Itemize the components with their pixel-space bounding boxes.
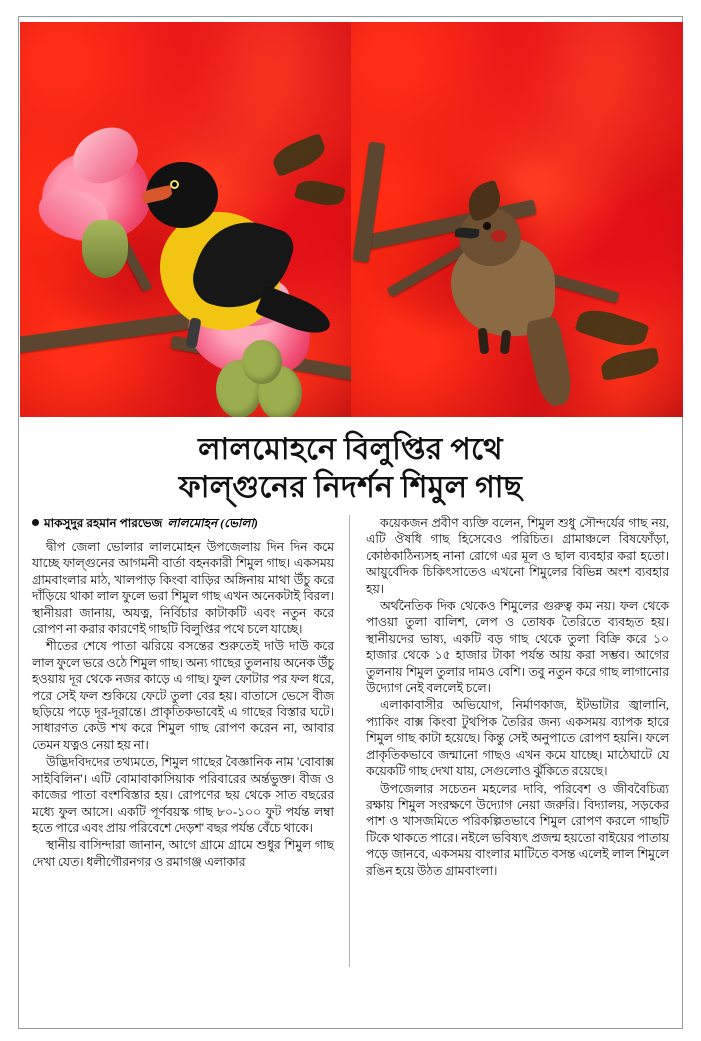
- article-column-right: [366, 515, 669, 967]
- paragraph: উপজেলার সচেতন মহলের দাবি, পরিবেশ ও জীববৈচিত্র্য রক্ষায় শিমুল সংরক্ষণে উদ্যোগ নেয়া জরুরি। বিদ্যালয়, সড়কের পাশ ও খাসজমিতে পরিকল্পিতভাবে শিমুল রোপণ করলে গাছটি টিকে থাকতে পারে। নইলে ভবিষ্যৎ প্রজন্ম হয়তো বাইয়ের পাতায় পড়ে জানবে, একসময় বাংলার মাটিতে বসন্ত এলেই লাল শিমুলে রঙিন হয়ে উঠত গ্রামবাংলা।: [366, 781, 669, 878]
- photo-block: [20, 22, 683, 417]
- paragraph: স্থানীয় বাসিন্দারা জানান, আগে গ্রামে গ্রামে শুধুর শিমুল গাছ দেখা যেত। ধলীগৌরনগর ও রমাগঞ্জ এলাকার: [32, 838, 335, 869]
- paragraph: দ্বীপ জেলা ভোলার লালমোহন উপজেলায় দিন দিন কমে যাচ্ছে ফাল্গুনের আগমনী বার্তা বহনকারী শিমুল গাছ। একসময় গ্রামবাংলার মাঠ, খালপাড় কিংবা বাড়ির অঙ্গিনায় মাথা উঁচু করে দাঁড়িয়ে থাকা লাল ফুলে ভরা শিমুল গাছ এখন অনেকটাই বিরল। স্থানীয়রা জানায়, অযত্ন, নির্বিচার কাটাকটি এবং নতুন করে রোপণ না করার কারণেই গাছটি বিলুপ্তির পথে চলে যাচ্ছে।: [32, 540, 335, 637]
- bulbul-red-whisker-icon: [491, 230, 507, 242]
- article-columns: [32, 515, 669, 967]
- headline-line-2: ফাল্গুনের নিদর্শন শিমুল গাছ: [178, 471, 523, 504]
- article-column-left: [32, 515, 350, 967]
- photo-right-bulbul: [351, 22, 683, 417]
- byline: [32, 515, 334, 535]
- byline-bullet-icon: [32, 519, 39, 526]
- paragraph: এলাকাবাসীর অভিযোগ, নির্মাণকাজ, ইটভাটার জ্বালানি, প্যাকিং বাক্স কিংবা টুথপিক তৈরির জন্য একসময় ব্যাপক হারে শিমুল গাছ কাটা হয়েছে। কিন্তু সেই অনুপাতে রোপণ হয়নি। ফলে প্রাকৃতিকভাবে জন্মানো গাছও এখন কমে যাচ্ছে। মাঠেঘাটে যে কয়েকটি গাছ দেখা যায়, সেগুলোও ঝুঁকিতে রয়েছে।: [366, 698, 669, 779]
- oriole-pupil-icon: [172, 182, 177, 187]
- byline-author: মাকসুদুর রহমান পারভেজ: [44, 516, 163, 530]
- photo-left-oriole: [20, 22, 351, 417]
- paragraph: কয়েকজন প্রবীণ ব্যক্তি বলেন, শিমুল শুধু সৌন্দর্যের গাছ নয়, এটি ঔষধি গাছ হিসেবেও পরিচিত। গ্রামাঞ্চলে বিষফোঁড়া, কোষ্ঠকাঠিন্যসহ নানা রোগে এর মূল ও ছাল ব্যবহার করা হতো। আয়ুর্বেদিক চিকিৎসাতেও এখনো শিমুলের বিভিন্ন অংশ ব্যবহার হয়।: [366, 516, 669, 596]
- paragraph: অর্থনৈতিক দিক থেকেও শিমুলের গুরুত্ব কম নয়। ফল থেকে পাওয়া তুলা বালিশ, লেপ ও তোষক তৈরিতে ব্যবহৃত হয়। স্থানীয়দের ভাষ্য, একটি বড় গাছ থেকে তুলা বিক্রি করে ১০ হাজার থেকে ১৫ হাজার টাকা পর্যন্ত আয় করা সম্ভব। আগের তুলনায় শিমুল তুলার দামও বেশি। তবু নতুন করে গাছ লাগানোর উদ্যোগ নেই বললেই চলে।: [366, 599, 669, 696]
- paragraph: উদ্ভিদবিদদের তথ্যমতে, শিমুল গাছের বৈজ্ঞানিক নাম 'বোবাক্স সাইবিলিন'। এটি বোমাবাকাসিয়াক পরিবারের অর্ন্তভুক্ত। বীজ ও কাজের পাতা বংশবিস্তার হয়। রোপণের ছয় থেকে সাত বছরের মধ্যে ফুল আসে। একটি পূর্ণবয়স্ক গাছ ৮০-১০০ ফুট পর্যন্ত লম্বা হতে পারে এবং প্রায় পরিবেশে দেড়শ' বছর পর্যন্ত বেঁচে থাকে।: [32, 755, 335, 835]
- headline-line-1: লালমোহনে বিলুপ্তির পথে: [198, 433, 503, 466]
- paragraph: শীতের শেষে পাতা ঝরিয়ে বসন্তের শুরুতেই দাউ দাউ করে লাল ফুলে ভরে ওঠে শিমুল গাছ। অন্য গাছের তুলনায় অনেক উঁচু হওয়ায় দূর থেকে নজর কাড়ে এ গাছ। ফুল ফোটার পর ফল ধরে, পরে সেই ফল শুকিয়ে ফেটে তুলা বের হয়। বাতাসে ভেসে বীজ ছড়িয়ে পড়ে দূর-দূরান্তে। প্রাকৃতিকভাবেই এ গাছের বিস্তার ঘটে। সাধারণত কেউ শখ করে শিমুল গাছ রোপণ করেন না, আবার তেমন যত্নও নেয়া হয় না।: [32, 639, 335, 752]
- byline-location: লালমোহন (ভোলা): [167, 516, 258, 530]
- shimul-fruit-icon: [242, 340, 282, 384]
- flower-calyx-icon: [82, 220, 128, 278]
- bulbul-eye-icon: [483, 222, 491, 230]
- article-headline: [30, 431, 671, 507]
